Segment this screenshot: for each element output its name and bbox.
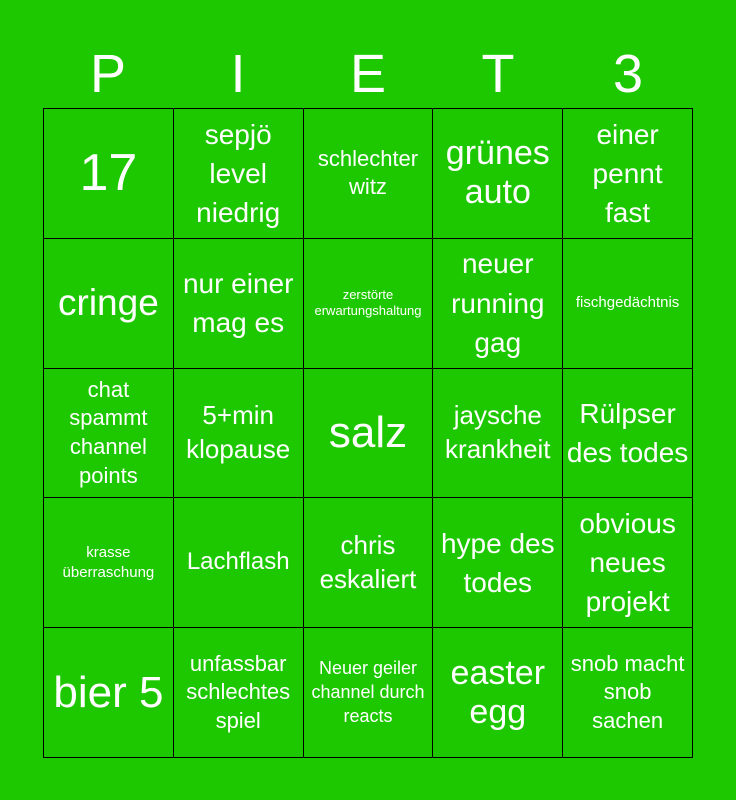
bingo-cell[interactable]: easter egg xyxy=(433,628,563,758)
bingo-cell[interactable]: chris eskaliert xyxy=(304,498,434,628)
bingo-cell[interactable]: jaysche krankheit xyxy=(433,369,563,499)
bingo-cell[interactable]: neuer running gag xyxy=(433,239,563,369)
bingo-cell[interactable]: unfassbar schlechtes spiel xyxy=(174,628,304,758)
bingo-board xyxy=(43,108,693,758)
title-letter-5: 3 xyxy=(612,44,644,104)
bingo-cell[interactable]: hype des todes xyxy=(433,498,563,628)
bingo-cell[interactable]: sepjö level niedrig xyxy=(174,109,304,239)
bingo-cell[interactable]: bier 5 xyxy=(44,628,174,758)
bingo-cell[interactable]: chat spammt channel points xyxy=(44,369,174,499)
bingo-cell[interactable]: nur einer mag es xyxy=(174,239,304,369)
bingo-cell[interactable]: schlechter witz xyxy=(304,109,434,239)
bingo-cell[interactable]: obvious neues projekt xyxy=(563,498,693,628)
bingo-cell[interactable]: salz xyxy=(304,369,434,499)
bingo-cell[interactable]: fischgedächtnis xyxy=(563,239,693,369)
bingo-cell[interactable]: Neuer geiler channel durch reacts xyxy=(304,628,434,758)
bingo-cell[interactable]: krasse überraschung xyxy=(44,498,174,628)
bingo-title xyxy=(43,40,693,108)
title-letter-4: T xyxy=(481,44,515,104)
title-letter-2: I xyxy=(230,44,246,104)
bingo-cell[interactable]: Lachflash xyxy=(174,498,304,628)
bingo-cell[interactable]: 5+min klopause xyxy=(174,369,304,499)
bingo-cell[interactable]: 17 xyxy=(44,109,174,239)
bingo-cell[interactable]: snob macht snob sachen xyxy=(563,628,693,758)
title-letter-1: P xyxy=(89,44,127,104)
bingo-cell[interactable]: zerstörte erwartungshaltung xyxy=(304,239,434,369)
bingo-cell[interactable]: einer pennt fast xyxy=(563,109,693,239)
bingo-cell[interactable]: grünes auto xyxy=(433,109,563,239)
bingo-cell[interactable]: cringe xyxy=(44,239,174,369)
title-letter-3: E xyxy=(349,44,387,104)
bingo-cell[interactable]: Rülpser des todes xyxy=(563,369,693,499)
